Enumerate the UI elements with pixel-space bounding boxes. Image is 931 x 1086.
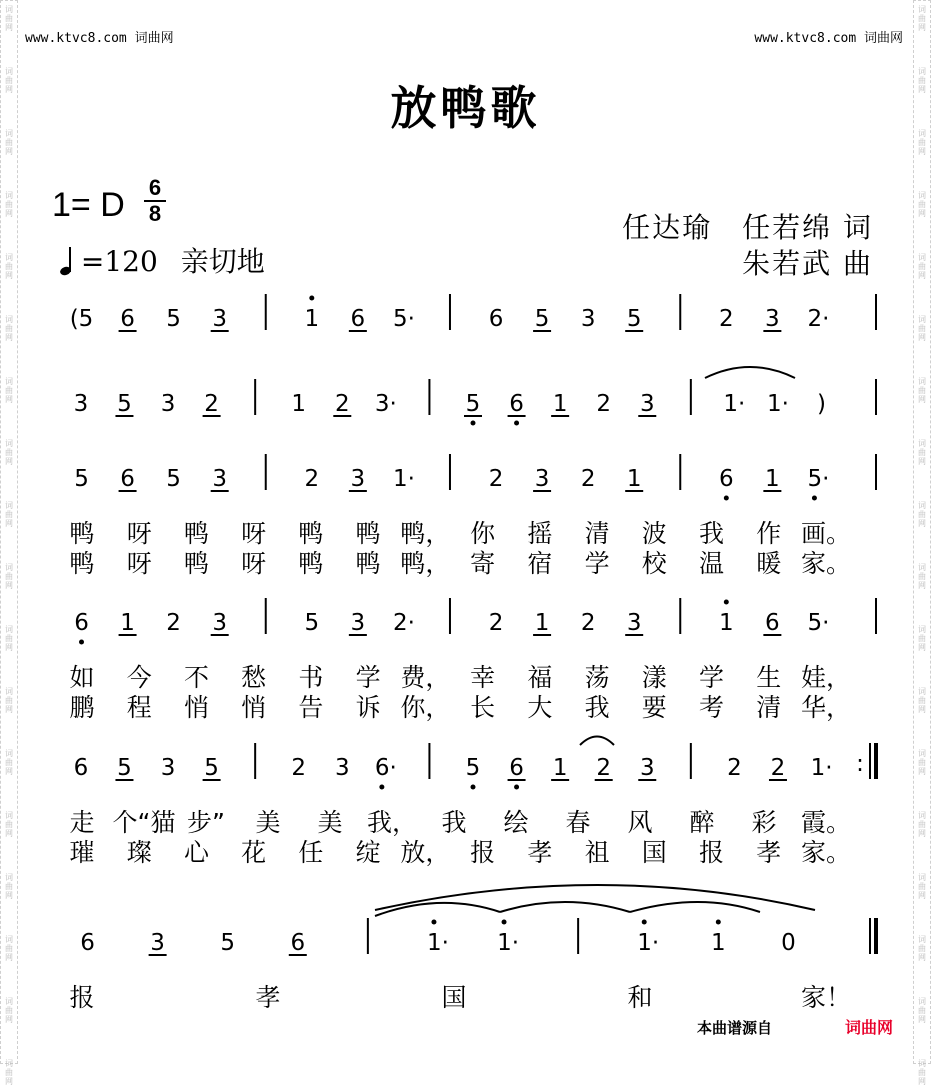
lyric-char: 荡 [584,663,610,692]
lyric-char: 要 [641,693,667,722]
lyric-char: 鸭， [400,519,451,548]
watermark-mark: 词 曲 网 [5,625,13,652]
score-note: 3 [626,610,642,636]
score-note: 3 [534,466,550,492]
lyric-char: 悄 [241,693,267,722]
score-note: 5· [807,610,830,636]
site-url-right[interactable]: www.ktvc8.com 词曲网 [754,31,903,46]
watermark-mark: 词 曲 网 [918,625,926,652]
tie-arc [375,885,815,910]
score-note: 1· [810,755,833,781]
slur-arc [580,737,614,746]
lyric-char: 书 [298,663,324,692]
lyric-char: 鸭， [400,549,451,578]
score-note: 6 [509,755,524,781]
score-note: 5 [166,466,181,492]
score-note: 2 [488,466,504,492]
score-note: 5 [304,610,320,636]
lyric-char: 呀 [126,519,152,548]
lyric-char: 绽 [355,838,381,867]
watermark-mark: 词 曲 网 [918,997,926,1024]
score-note: 6 [765,610,780,636]
watermark-mark: 词 曲 网 [918,5,926,32]
score-note: (5 [69,306,94,332]
score-note: 1 [534,610,550,636]
watermark-mark: 词 曲 网 [918,191,926,218]
watermark-mark: 词 曲 网 [918,1059,926,1086]
score-note: 3 [73,391,89,417]
key-signature: 1= D [52,186,125,224]
octave-dot-high [309,296,314,301]
octave-dot-high [716,920,721,925]
score-note: 1· [723,391,746,417]
lyric-char: 我， [366,808,418,837]
score-note: 3 [350,466,366,492]
score-note: 3 [639,391,655,417]
watermark-mark: 词 曲 网 [5,253,13,280]
score-note: 1 [552,755,568,781]
watermark-mark: 词 曲 网 [918,563,926,590]
score-note: 2 [334,391,350,417]
lyric-char: 鸭 [298,549,324,578]
lyric-char: 孝 [527,838,553,867]
watermark-mark: 词 曲 网 [5,315,13,342]
score-note: 3 [334,755,350,781]
score-note: 6 [80,930,95,956]
lyric-char: 我 [584,693,610,722]
lyric-char: 校 [641,549,667,578]
score-note: 2 [770,755,786,781]
octave-dot-low [812,496,817,501]
lyric-char: 醉 [689,808,715,837]
lyric-char: 呀 [241,549,267,578]
score-note: 6 [120,306,135,332]
watermark-mark: 词 曲 网 [5,67,13,94]
composer-credit: 朱若武 曲 [742,247,873,280]
watermark-mark: 词 曲 网 [918,749,926,776]
score-note: 6 [120,466,135,492]
score-note: 1 [552,391,568,417]
score-note: 5 [465,391,481,417]
watermark-mark: 词 曲 网 [5,935,13,962]
score-note: 2· [807,306,830,332]
lyric-char: 走 [69,808,95,837]
lyric-char: 费， [400,663,451,692]
score-note: 1· [766,391,789,417]
score-note: 1 [304,306,320,332]
lyric-char: 考 [699,693,725,722]
score-note: 1 [291,391,307,417]
watermark-mark: 词 曲 网 [5,5,13,32]
lyric-char: 幸 [470,663,496,692]
lyric-char: 鸭 [355,519,381,548]
score-note: 2 [580,466,596,492]
score-note: 3 [580,306,596,332]
watermark-mark: 词 曲 网 [5,191,13,218]
lyric-char: 福 [527,663,553,692]
lyric-char: 我 [699,519,725,548]
score-note: 1 [626,466,642,492]
score-note: 6 [350,306,366,332]
lyric-char: 清 [756,693,782,722]
watermark-mark: 词 曲 网 [5,1059,13,1086]
watermark-mark: 词 曲 网 [918,935,926,962]
score-note: 5 [117,391,132,417]
score-note: 1· [426,930,449,956]
watermark-mark: 词 曲 网 [918,873,926,900]
lyric-char: 华， [800,693,852,722]
lyric-char: 报 [470,838,496,867]
score-note: 5 [220,930,236,956]
score-note: 2 [727,755,742,781]
final-barline [874,918,878,954]
brand-link[interactable]: 词曲网 [845,1018,894,1037]
lyric-char: 愁 [241,663,267,692]
score-note: 5 [534,306,550,332]
lyric-char: 不 [183,663,209,692]
watermark-mark: 词 曲 网 [5,687,13,714]
lyric-char: 清 [584,519,610,548]
tie-arc [630,902,760,912]
octave-dot-low [471,421,476,426]
lyric-char: 彩 [751,808,777,837]
watermark-mark: 词 曲 网 [5,377,13,404]
lyric-char: 鸭 [69,519,95,548]
score-note: 3 [212,466,228,492]
lyric-char: 孝 [756,838,782,867]
lyric-char: 长 [470,693,496,722]
watermark-mark: 词 曲 网 [5,439,13,466]
lyric-char: 祖 [584,838,610,867]
lyric-char: 我 [441,808,467,837]
score-note: 6 [488,306,504,332]
score-note: 2 [596,391,612,417]
watermark-mark: 词 曲 网 [5,563,13,590]
watermark-mark: 词 曲 网 [918,67,926,94]
lyric-char: 你， [400,693,451,722]
score-note: 2 [488,610,504,636]
lyric-char: 寄 [470,549,496,578]
score-note: 2 [304,466,320,492]
score-note: 3 [160,391,176,417]
lyric-char: 报 [69,983,95,1012]
score-note: 1 [710,930,726,956]
lyric-char: 生 [756,663,782,692]
score-note: 3 [150,930,165,956]
score-note: 3 [639,755,655,781]
lyric-char: 呀 [126,549,152,578]
score-note: 1 [718,610,734,636]
octave-dot-high [642,920,647,925]
score-note: 3 [212,610,228,636]
score-note: 2 [204,391,219,417]
watermark-mark: 词 曲 网 [918,253,926,280]
score-note: 6 [74,610,89,636]
tie-arc [500,902,630,912]
score-note: 1 [765,466,780,492]
octave-dot-low [471,785,476,790]
lyric-char: 孝 [255,983,281,1012]
final-barline [874,743,878,779]
score-note: 5 [204,755,219,781]
score-note: 3 [765,306,780,332]
watermark-mark: 词 曲 网 [918,439,926,466]
lyric-char: 家。 [800,549,852,578]
score-note: 5 [166,306,181,332]
watermark-mark: 词 曲 网 [918,687,926,714]
lyric-char: 暖 [756,549,782,578]
tie-arc [375,903,500,916]
watermark-mark: 词 曲 网 [918,811,926,838]
tie-arc [705,367,795,378]
lyric-char: 学 [584,549,610,578]
score-note: 2 [291,755,307,781]
octave-dot-high [431,920,436,925]
lyric-char: 家！ [800,983,852,1012]
lyric-char: 摇 [527,519,553,548]
lyric-char: 春 [565,808,591,837]
score-note: 2 [580,610,596,636]
lyric-char: 任 [298,838,324,867]
song-title: 放鸭歌 [390,81,541,135]
watermark-mark: 词 曲 网 [5,129,13,156]
lyric-char: 大 [527,693,553,722]
lyric-char: 花 [241,838,267,867]
watermark-mark: 词 曲 网 [5,811,13,838]
lyric-char: 宿 [527,549,553,578]
score-note: 5 [74,466,89,492]
score-note: 3 [160,755,176,781]
lyric-char: 如 [69,663,95,692]
lyric-char: 鹏 [69,693,95,722]
lyric-char: 鸭 [183,549,209,578]
tempo-value: =120 [80,245,158,278]
score-note: 0 [781,930,796,956]
lyric-char: 美 [255,808,281,837]
lyric-char: 你 [470,519,496,548]
score-note: 2 [166,610,181,636]
score-note: 1· [497,930,520,956]
lyric-char: 个“猫 [112,808,176,837]
score-note: 5 [465,755,481,781]
octave-dot-high [724,600,729,605]
lyric-char: 步” [187,808,225,837]
lyric-char: 心 [183,838,209,867]
lyric-char: 诉 [355,693,381,722]
lyric-char: 作 [756,519,782,548]
score-note: 1· [637,930,660,956]
repeat-sign: : [856,751,864,777]
lyric-char: 璀 [69,838,95,867]
site-url-left[interactable]: www.ktvc8.com 词曲网 [25,31,174,46]
lyric-char: 璨 [126,838,152,867]
octave-dot-low [514,421,519,426]
lyric-char: 程 [126,693,152,722]
lyric-char: 温 [699,549,725,578]
source-label: 本曲谱源自 [697,1019,773,1037]
lyric-char: 鸭 [355,549,381,578]
octave-dot-low [724,496,729,501]
expression-text: 亲切地 [180,245,265,278]
lyricist-credit: 任达瑜 任若绵 词 [622,211,873,244]
lyric-char: 国 [441,983,467,1012]
score-note: 6· [374,755,397,781]
lyric-char: 悄 [183,693,209,722]
lyric-char: 绘 [503,808,529,837]
score-note: 5· [392,306,415,332]
score-note: 3· [374,391,397,417]
score-note: 6 [718,466,734,492]
watermark-mark: 词 曲 网 [918,377,926,404]
watermark-mark: 词 曲 网 [5,501,13,528]
watermark-mark: 词 曲 网 [918,501,926,528]
lyric-char: 学 [699,663,725,692]
lyric-char: 呀 [241,519,267,548]
lyric-char: 报 [699,838,725,867]
score-note: 6 [73,755,89,781]
score-note: 3 [350,610,366,636]
lyric-char: 和 [627,983,653,1012]
lyric-char: 漾 [641,663,667,692]
lyric-char: 鸭 [298,519,324,548]
watermark-mark: 词 曲 网 [918,315,926,342]
score-note: 2· [392,610,415,636]
lyric-char: 画。 [800,519,852,548]
lyric-char: 放， [400,838,451,867]
octave-dot-high [502,920,507,925]
lyric-char: 鸭 [183,519,209,548]
watermark-mark: 词 曲 网 [918,129,926,156]
lyric-char: 风 [627,808,653,837]
score-note: ) [817,391,827,417]
lyric-char: 鸭 [69,549,95,578]
octave-dot-low [514,785,519,790]
lyric-char: 国 [641,838,667,867]
lyric-char: 波 [641,519,667,548]
lyric-char: 告 [298,693,324,722]
score-note: 1 [120,610,135,636]
lyric-char: 家。 [800,838,852,867]
lyric-char: 娃， [800,663,852,692]
score-note: 5 [117,755,132,781]
lyric-char: 霞。 [800,808,852,837]
lyric-char: 学 [355,663,381,692]
watermark-mark: 词 曲 网 [5,749,13,776]
lyric-char: 今 [126,663,152,692]
score-note: 6 [509,391,524,417]
lyric-char: 美 [317,808,343,837]
score-note: 1· [392,466,415,492]
score-note: 2 [596,755,612,781]
score-note: 5· [807,466,830,492]
score-note: 2 [718,306,734,332]
octave-dot-low [79,640,84,645]
octave-dot-low [379,785,384,790]
score-note: 3 [212,306,228,332]
meter-top: 6 [148,175,162,200]
watermark-mark: 词 曲 网 [5,873,13,900]
score-note: 5 [626,306,642,332]
score-note: 6 [290,930,306,956]
meter-bottom: 8 [148,201,162,226]
watermark-mark: 词 曲 网 [5,997,13,1024]
